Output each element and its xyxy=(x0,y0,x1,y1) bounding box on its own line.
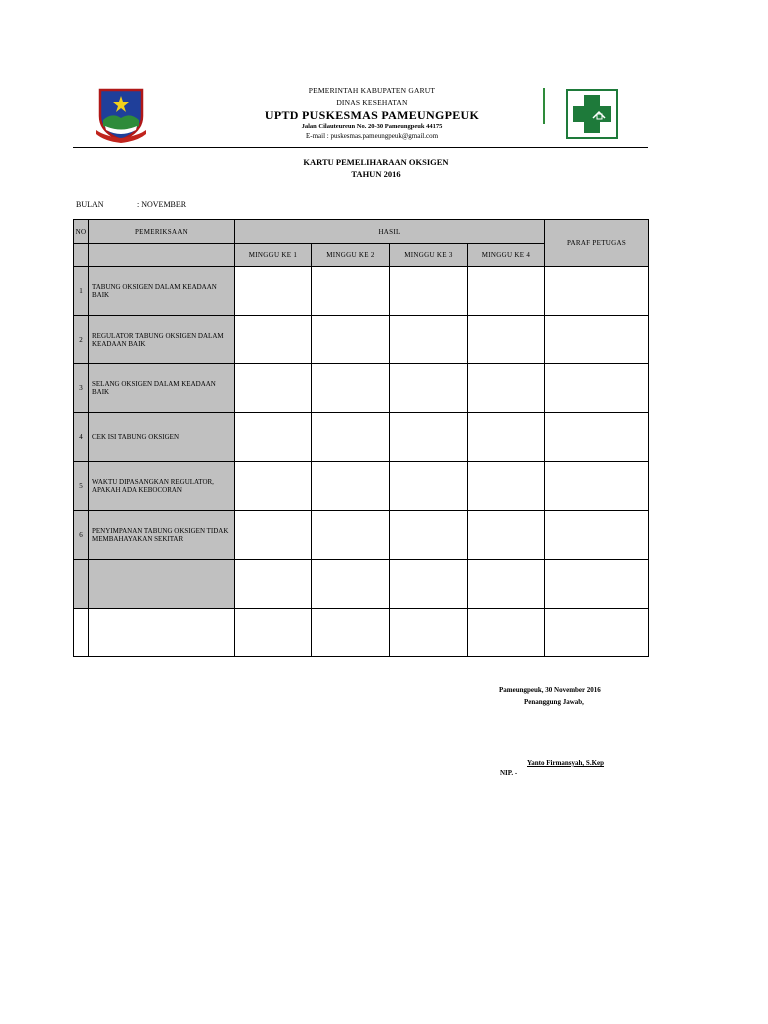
sign-cell[interactable] xyxy=(545,413,649,462)
week-3-cell[interactable] xyxy=(390,267,468,316)
week-2-cell[interactable] xyxy=(312,560,390,609)
week-2-cell[interactable] xyxy=(312,316,390,364)
table-row xyxy=(74,267,649,316)
sign-cell[interactable] xyxy=(545,560,649,609)
week-1-cell[interactable] xyxy=(235,364,312,413)
header-check-blank xyxy=(89,244,235,267)
week-3-cell[interactable] xyxy=(390,511,468,560)
week-3-cell[interactable] xyxy=(390,462,468,511)
header-week-1: MINGGU KE 1 xyxy=(235,244,312,267)
document-title: KARTU PEMELIHARAAN OKSIGEN xyxy=(303,157,449,167)
maintenance-table xyxy=(73,219,649,657)
row-number xyxy=(74,609,89,657)
header-check: PEMERIKSAAN xyxy=(89,220,235,244)
sign-cell[interactable] xyxy=(545,462,649,511)
week-3-cell[interactable] xyxy=(390,316,468,364)
sign-cell[interactable] xyxy=(545,267,649,316)
row-item xyxy=(89,560,235,609)
week-3-cell[interactable] xyxy=(390,413,468,462)
week-2-cell[interactable] xyxy=(312,462,390,511)
header-department: DINAS KESEHATAN xyxy=(336,98,408,107)
week-4-cell[interactable] xyxy=(468,267,545,316)
header-no: NO xyxy=(74,220,89,244)
table-row xyxy=(74,560,649,609)
week-2-cell[interactable] xyxy=(312,413,390,462)
week-2-cell[interactable] xyxy=(312,364,390,413)
row-number xyxy=(74,560,89,609)
week-1-cell[interactable] xyxy=(235,316,312,364)
table-row xyxy=(74,413,649,462)
sign-cell[interactable] xyxy=(545,609,649,657)
row-item: WAKTU DIPASANGKAN REGULATOR, APAKAH ADA KEBOCORAN xyxy=(89,462,235,511)
week-4-cell[interactable] xyxy=(468,462,545,511)
week-4-cell[interactable] xyxy=(468,511,545,560)
table-row xyxy=(74,364,649,413)
row-number: 4 xyxy=(74,413,89,462)
month-value: : NOVEMBER xyxy=(137,200,187,209)
table-row xyxy=(74,316,649,364)
header-week-4: MINGGU KE 4 xyxy=(468,244,545,267)
month-label: BULAN xyxy=(76,200,104,209)
table-row xyxy=(74,609,649,657)
week-4-cell[interactable] xyxy=(468,413,545,462)
week-3-cell[interactable] xyxy=(390,609,468,657)
header-email: E-mail : puskesmas.pameungpeuk@gmail.com xyxy=(305,132,439,140)
row-item xyxy=(89,609,235,657)
signature-name: Yanto Firmansyah, S.Kep xyxy=(527,759,605,767)
week-1-cell[interactable] xyxy=(235,560,312,609)
row-item: REGULATOR TABUNG OKSIGEN DALAM KEADAAN BAIK xyxy=(89,316,235,364)
header-organization: UPTD PUSKESMAS PAMEUNGPEUK xyxy=(264,108,480,122)
signature-nip: NIP. - xyxy=(500,769,518,777)
table-row xyxy=(74,462,649,511)
week-1-cell[interactable] xyxy=(235,462,312,511)
row-number: 3 xyxy=(74,364,89,413)
row-number: 1 xyxy=(74,267,89,316)
week-3-cell[interactable] xyxy=(390,560,468,609)
week-2-cell[interactable] xyxy=(312,609,390,657)
row-item: CEK ISI TABUNG OKSIGEN xyxy=(89,413,235,462)
signature-place-date: Pameungpeuk, 30 November 2016 xyxy=(499,686,601,694)
week-3-cell[interactable] xyxy=(390,364,468,413)
row-item: PENYIMPANAN TABUNG OKSIGEN TIDAK MEMBAHAYAKAN SEKITAR xyxy=(89,511,235,560)
sign-cell[interactable] xyxy=(545,364,649,413)
week-1-cell[interactable] xyxy=(235,413,312,462)
sign-cell[interactable] xyxy=(545,511,649,560)
table-row xyxy=(74,511,649,560)
header-government: PEMERINTAH KABUPATEN GARUT xyxy=(308,86,436,95)
divider-mark xyxy=(543,88,545,124)
header-address: Jalan Cilauteureun No. 20-30 Pameungpeuk 44175 xyxy=(301,123,443,130)
header-rule xyxy=(73,147,648,148)
week-1-cell[interactable] xyxy=(235,267,312,316)
sign-cell[interactable] xyxy=(545,316,649,364)
week-2-cell[interactable] xyxy=(312,511,390,560)
header-week-2: MINGGU KE 2 xyxy=(312,244,390,267)
week-2-cell[interactable] xyxy=(312,267,390,316)
row-number: 2 xyxy=(74,316,89,364)
header-week-3: MINGGU KE 3 xyxy=(390,244,468,267)
row-number: 6 xyxy=(74,511,89,560)
row-number: 5 xyxy=(74,462,89,511)
puskesmas-cross-icon xyxy=(566,89,618,139)
header-result: HASIL xyxy=(235,220,545,244)
row-item: TABUNG OKSIGEN DALAM KEADAAN BAIK xyxy=(89,267,235,316)
week-1-cell[interactable] xyxy=(235,609,312,657)
week-4-cell[interactable] xyxy=(468,560,545,609)
signature-role: Penanggung Jawab, xyxy=(524,698,584,706)
header-no-blank xyxy=(74,244,89,267)
week-4-cell[interactable] xyxy=(468,316,545,364)
row-item: SELANG OKSIGEN DALAM KEADAAN BAIK xyxy=(89,364,235,413)
document-year: TAHUN 2016 xyxy=(351,169,401,179)
week-4-cell[interactable] xyxy=(468,364,545,413)
week-1-cell[interactable] xyxy=(235,511,312,560)
week-4-cell[interactable] xyxy=(468,609,545,657)
header-sign: PARAF PETUGAS xyxy=(545,220,649,267)
